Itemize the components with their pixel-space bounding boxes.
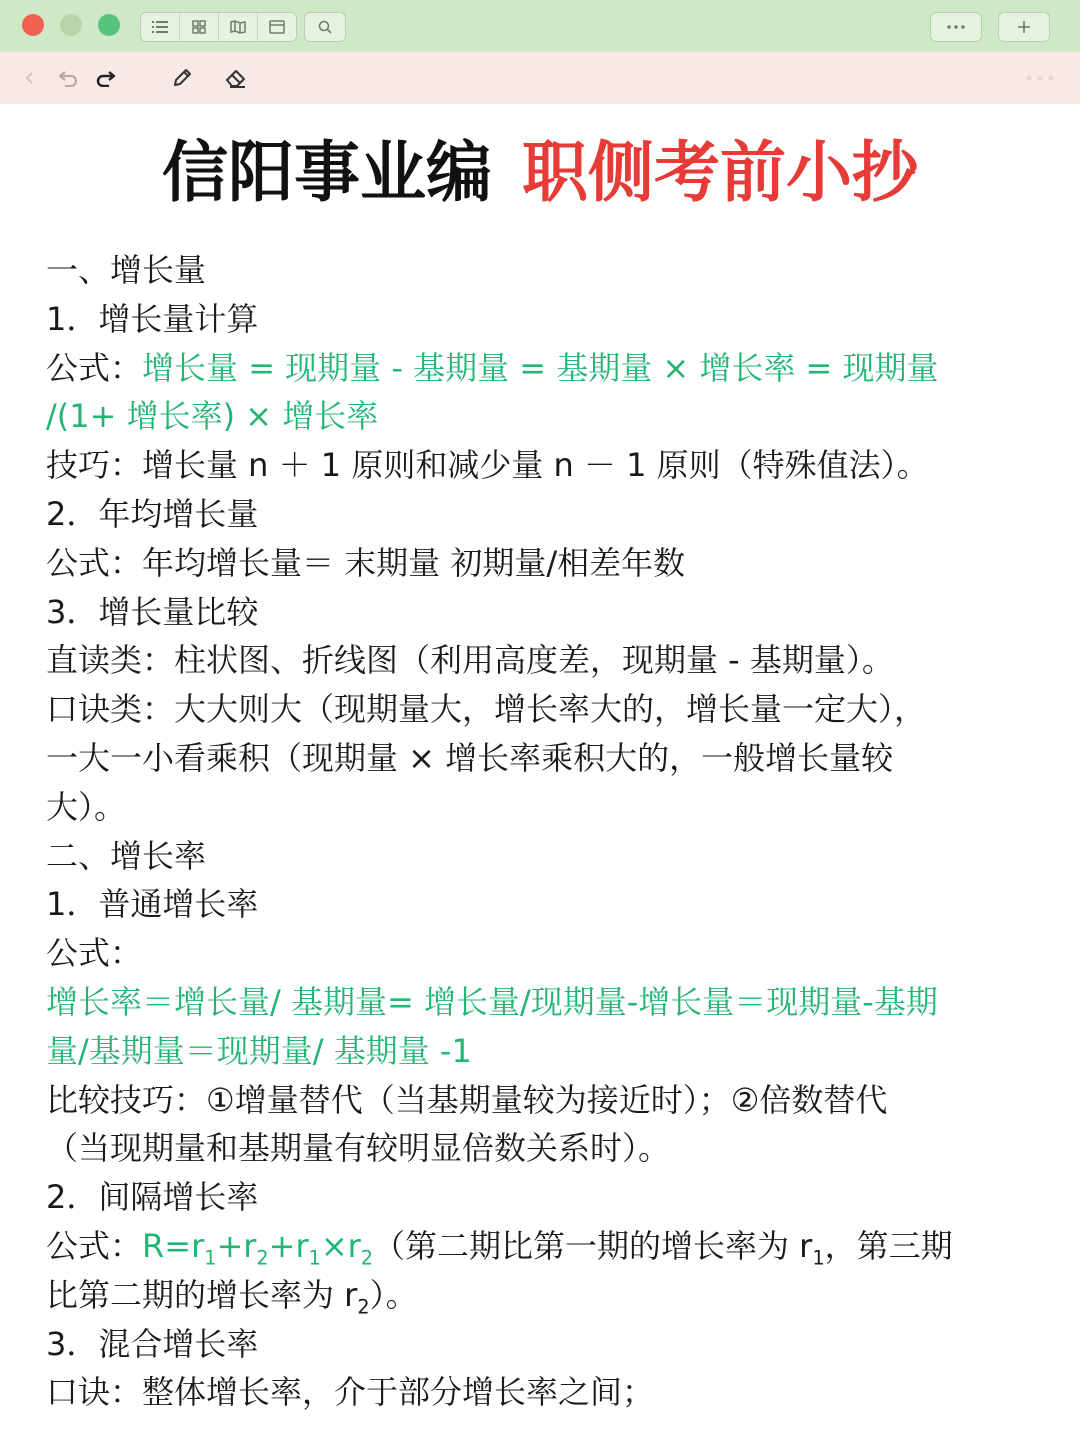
list-view-icon[interactable] xyxy=(141,13,180,41)
green-formula-continued: 量/基期量＝现期量/ 基期量 -1 xyxy=(46,1031,472,1070)
green-formula-continued: /(1+ 增长率) × 增长率 xyxy=(46,397,379,436)
formula-label: 公式： xyxy=(46,1226,143,1265)
close-window-button[interactable] xyxy=(22,14,44,36)
grid-view-icon[interactable] xyxy=(180,13,219,41)
formula-line xyxy=(46,344,1036,393)
subheading-1-1: 1．增长量计算 xyxy=(46,299,259,338)
rhyme-line-end: 大）。 xyxy=(46,787,127,826)
window-titlebar xyxy=(0,0,1080,52)
title-red-part: 职侧考前小抄 xyxy=(522,134,918,211)
undo-icon[interactable] xyxy=(56,66,80,90)
formula-description: （第二期比第一期的增长率为 r xyxy=(373,1226,813,1265)
subheading-2-1: 1．普通增长率 xyxy=(46,885,259,924)
ellipsis-icon xyxy=(947,25,965,29)
formula-description-continued: 比第二期的增长率为 $r_2$）。 xyxy=(46,1275,418,1319)
green-formula: $R=r_1+r_2+r_1\times r_2$ xyxy=(142,1226,373,1270)
search-button[interactable] xyxy=(304,12,346,42)
section-heading-2: 二、增长率 xyxy=(46,836,207,875)
formula-label: 公式： xyxy=(46,348,143,387)
subheading-1-2: 2．年均增长量 xyxy=(46,494,259,533)
rhyme-line-continued: 一大一小看乘积（现期量 × 增长率乘积大的，一般增长量较 xyxy=(46,738,894,777)
maximize-window-button[interactable] xyxy=(98,14,120,36)
minimize-window-button[interactable] xyxy=(60,14,82,36)
eraser-icon[interactable] xyxy=(224,66,248,90)
green-formula: 增长量 = 现期量 - 基期量 = 基期量 × 增长率 = 现期量 xyxy=(142,348,939,387)
map-view-icon[interactable] xyxy=(219,13,258,41)
tip-line-continued: （当现期量和基期量有较明显倍数关系时）。 xyxy=(46,1129,671,1168)
page-view-icon[interactable] xyxy=(258,13,296,41)
subheading-1-3: 3．增长量比较 xyxy=(46,592,259,631)
green-formula: 增长率＝增长量/ 基期量= 增长量/现期量-增长量＝现期量-基期 xyxy=(46,982,938,1021)
rhyme-line: 口诀类：大大则大（现期量大，增长率大的，增长量一定大）， xyxy=(46,690,927,729)
section-heading-1: 一、增长量 xyxy=(46,251,207,289)
back-chevron-icon[interactable] xyxy=(18,66,42,90)
add-button[interactable] xyxy=(998,12,1050,42)
toolbar-more-icon[interactable] xyxy=(1020,66,1060,90)
tip-line: 技巧：增长量 n ＋ 1 原则和减少量 n － 1 原则（特殊值法）。 xyxy=(46,446,929,485)
tip-line: 比较技巧：①增量替代（当基期量较为接近时）；②倍数替代 xyxy=(46,1080,888,1119)
formula-line: 公式：$R=r_1+r_2+r_1\times r_2$（第二期比第一期的增长率为 $r_1$，第三期 xyxy=(46,1226,953,1270)
subheading-2-2: 2．间隔增长率 xyxy=(46,1178,259,1217)
title-black-part: 信阳事业编 xyxy=(162,134,492,211)
subheading-2-3: 3．混合增长率 xyxy=(46,1324,259,1363)
formula-line: 公式：年均增长量＝ 末期量 初期量/相差年数 xyxy=(46,543,686,582)
compare-line: 直读类：柱状图、折线图（利用高度差，现期量 - 基期量）。 xyxy=(46,641,894,680)
formula-label: 公式： xyxy=(46,934,143,973)
more-options-button[interactable] xyxy=(930,12,982,42)
search-icon xyxy=(318,20,332,34)
plus-icon xyxy=(1017,20,1031,34)
pencil-icon[interactable] xyxy=(170,66,194,90)
edit-toolbar xyxy=(0,52,1080,104)
redo-icon[interactable] xyxy=(94,66,118,90)
note-content[interactable] xyxy=(46,246,1036,1417)
page-title xyxy=(0,128,1080,218)
rhyme-line: 口诀：整体增长率，介于部分增长率之间； xyxy=(46,1373,655,1412)
view-switcher xyxy=(140,12,297,42)
